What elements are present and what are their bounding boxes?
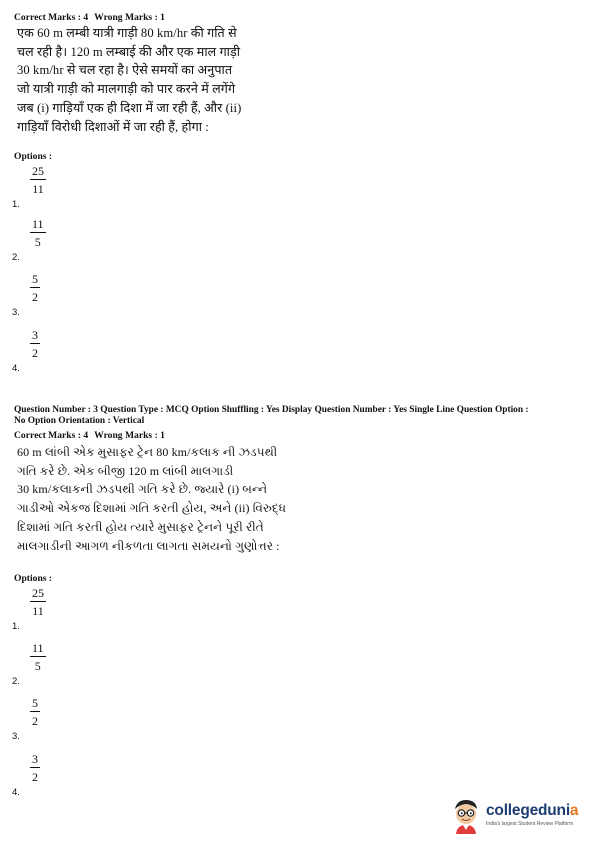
numerator: 11 [32,217,44,231]
option-number: 1. [12,621,20,632]
fraction-bar [30,179,46,180]
option-number: 2. [12,252,20,263]
q1-text-line: गाड़ियाँ विरोधी दिशाओं में जा रही हैं, होगा : [17,119,209,134]
fraction [30,164,46,196]
q1-option-3[interactable] [12,272,92,322]
q2-text-line: દિશામાં ગતિ કરતી હોય ત્યારે મુસાફર ટ્રેનને પૂરી રીતે [17,519,264,534]
denominator: 5 [34,235,41,249]
q2-correct-marks: Correct Marks : 4 [14,430,89,441]
denominator: 5 [34,659,41,673]
denominator: 2 [32,290,38,304]
q2-options-label: Options : [14,573,53,584]
q1-correct-marks: Correct Marks : 4 [14,12,89,23]
logo-wordmark [486,802,578,820]
q2-header-line2: No Option Orientation : Vertical [14,416,145,426]
q1-text-line: जो यात्री गाड़ी को मालगाड़ी को पार करने में लगेंगे [17,82,236,97]
q1-text-line: जब (i) गाड़ियाँ एक ही दिशा में जा रही हैं, और (ii) [17,100,242,115]
numerator: 5 [32,696,38,710]
denominator: 11 [32,604,44,618]
option-number: 3. [12,731,20,742]
q2-marks [14,430,165,441]
q1-option-2[interactable] [12,217,92,267]
q2-option-1[interactable] [12,586,92,636]
fraction [30,272,40,304]
q2-question-text [17,443,286,555]
fraction [30,328,40,360]
q2-header-line1: Question Number : 3 Question Type : MCQ Option Shuffling : Yes Display Question Number : Yes Single Line Question Option : [14,405,529,415]
denominator: 2 [32,770,38,784]
q1-text-line: एक 60 m लम्बी यात्री गाड़ी 80 km/hr की गति से [17,26,237,40]
q1-question-text [17,24,267,136]
fraction-bar [30,601,46,602]
logo-tagline: India's largest Student Review Platform [486,821,574,827]
q2-header-cont [14,416,144,427]
fraction-bar [30,232,46,233]
numerator: 25 [32,586,44,600]
fraction [30,217,46,249]
q2-text-line: 60 m લાંબી એક મુસાફર ટ્રેન 80 km/કલાક ની ઝડપથી [17,445,278,459]
option-number: 4. [12,363,20,374]
fraction-bar [30,287,40,288]
q1-text-line: चल रही है। 120 m लम्बाई की और एक माल गाड़ी [17,44,241,59]
q2-option-4[interactable] [12,752,92,802]
q2-text-line: ગાડીઓ એકજ દિશામાં ગતિ કરતી હોય, અને (ii) વિરુદ્ધ [17,501,286,516]
q1-wrong-marks: Wrong Marks : 1 [94,12,165,23]
q1-option-1[interactable] [12,164,92,214]
numerator: 3 [32,752,38,766]
fraction [30,641,46,673]
denominator: 2 [32,714,38,728]
q1-options-label: Options : [14,151,53,162]
fraction-bar [30,343,40,344]
q2-wrong-marks: Wrong Marks : 1 [94,430,165,441]
fraction-bar [30,656,46,657]
q2-header [14,405,529,416]
numerator: 11 [32,641,44,655]
q2-text-line: ગતિ કરે છે. એક બીજી 120 m લાંબી માલગાડી [17,463,234,478]
option-number: 2. [12,676,20,687]
logo-brand-main: collegeduni [486,802,570,819]
option-number: 4. [12,787,20,798]
q1-text-line: 30 km/hr से चल रहा है। ऐसे समयों का अनुपात [17,63,233,78]
denominator: 11 [32,182,44,196]
numerator: 25 [32,164,44,178]
fraction [30,696,40,728]
option-number: 3. [12,307,20,318]
q1-option-4[interactable] [12,328,92,378]
fraction [30,586,46,618]
q2-text-line: 30 km/કલાકની ઝડપથી ગતિ કરે છે. જ્યારે (i) બન્ને [17,482,268,497]
numerator: 5 [32,272,38,286]
fraction [30,752,40,784]
mascot-icon [448,797,484,835]
fraction-bar [30,711,40,712]
collegedunia-logo [448,797,588,837]
option-number: 1. [12,199,20,210]
fraction-bar [30,767,40,768]
q2-option-3[interactable] [12,696,92,746]
q1-marks [14,12,165,23]
q2-text-line: માલગાડીની આગળ નીકળતા લાગતા સમયનો ગુણોત્તર : [17,538,280,553]
denominator: 2 [32,346,38,360]
numerator: 3 [32,328,38,342]
logo-brand-accent: a [569,802,579,819]
q2-option-2[interactable] [12,641,92,691]
